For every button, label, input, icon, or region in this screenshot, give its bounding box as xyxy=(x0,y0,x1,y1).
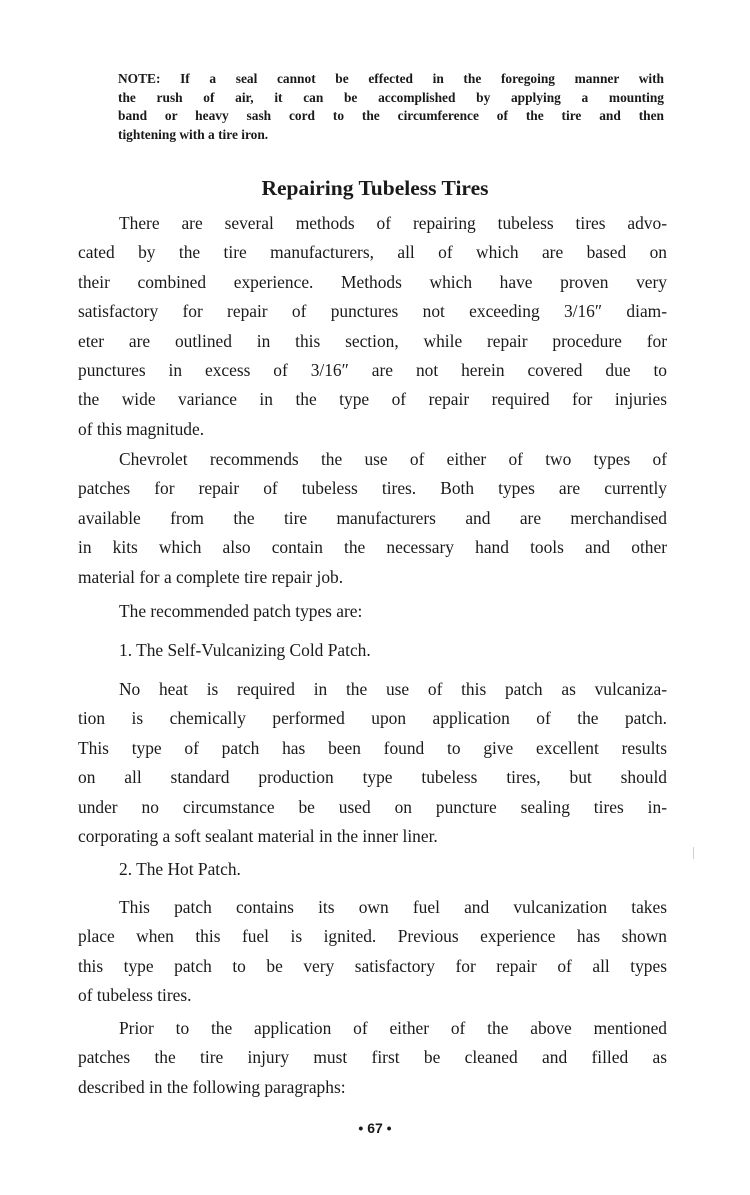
note-line: NOTE: If a seal cannot be effected in the foregoing manner with xyxy=(118,71,664,86)
note-line: band or heavy sash cord to the circumference of the tire and then xyxy=(118,108,664,123)
text-line: This patch contains its own fuel and vulcanization takes xyxy=(119,897,667,917)
text-line: There are several methods of repairing tubeless tires advo- xyxy=(119,213,667,233)
text-line: described in the following paragraphs: xyxy=(78,1076,346,1097)
text-line: cated by the tire manufacturers, all of which are based on xyxy=(78,242,667,263)
text-line: place when this fuel is ignited. Previous experience has shown xyxy=(78,926,667,947)
note-line: the rush of air, it can be accomplished by applying a mounting xyxy=(118,89,664,105)
note-block xyxy=(118,70,664,144)
text-line: their combined experience. Methods which have proven very xyxy=(78,271,667,292)
text-line: of tubeless tires. xyxy=(78,985,192,1006)
text-line: This type of patch has been found to give excellent results xyxy=(78,737,667,758)
text-line: available from the tire manufacturers and are merchandised xyxy=(78,507,667,528)
section-title: Repairing Tubeless Tires xyxy=(261,176,489,200)
text-line: Prior to the application of either of the above mentioned xyxy=(119,1018,667,1038)
text-line: on all standard production type tubeless tires, but should xyxy=(78,767,667,788)
text-line: eter are outlined in this section, while repair procedure for xyxy=(78,330,667,351)
paragraph-intro xyxy=(78,209,667,444)
text-line: tion is chemically performed upon application of the patch. xyxy=(78,708,667,729)
paragraph-prior xyxy=(78,1014,667,1102)
patch-types-intro: The recommended patch types are: xyxy=(119,601,363,621)
text-line: punctures in excess of 3/16″ are not herein covered due to xyxy=(78,360,667,381)
paragraph-cold-patch xyxy=(78,675,667,851)
paragraph-recommendation xyxy=(78,445,667,592)
text-line: satisfactory for repair of punctures not exceeding 3/16″ diam- xyxy=(78,301,667,322)
text-line: the wide variance in the type of repair required for injuries xyxy=(78,389,667,410)
text-line: under no circumstance be used on puncture sealing tires in- xyxy=(78,796,667,817)
text-line: patches for repair of tubeless tires. Both types are currently xyxy=(78,478,667,499)
text-line: material for a complete tire repair job. xyxy=(78,566,344,587)
text-line: No heat is required in the use of this patch as vulcaniza- xyxy=(119,679,667,699)
text-line: this type patch to be very satisfactory for repair of all types xyxy=(78,955,667,976)
note-line: tightening with a tire iron. xyxy=(118,126,269,142)
text-line: of this magnitude. xyxy=(78,418,205,439)
scan-artifact xyxy=(693,847,694,859)
text-line: corporating a soft sealant material in the inner liner. xyxy=(78,826,438,847)
page-number: • 67 • xyxy=(358,1120,392,1136)
paragraph-hot-patch xyxy=(78,893,667,1011)
text-line: patches the tire injury must first be cleaned and filled as xyxy=(78,1047,667,1068)
text-line: Chevrolet recommends the use of either of two types of xyxy=(119,449,667,469)
patch-type-2-heading: 2. The Hot Patch. xyxy=(119,859,241,879)
patch-type-1-heading: 1. The Self-Vulcanizing Cold Patch. xyxy=(119,640,371,660)
text-line: in kits which also contain the necessary hand tools and other xyxy=(78,537,667,558)
